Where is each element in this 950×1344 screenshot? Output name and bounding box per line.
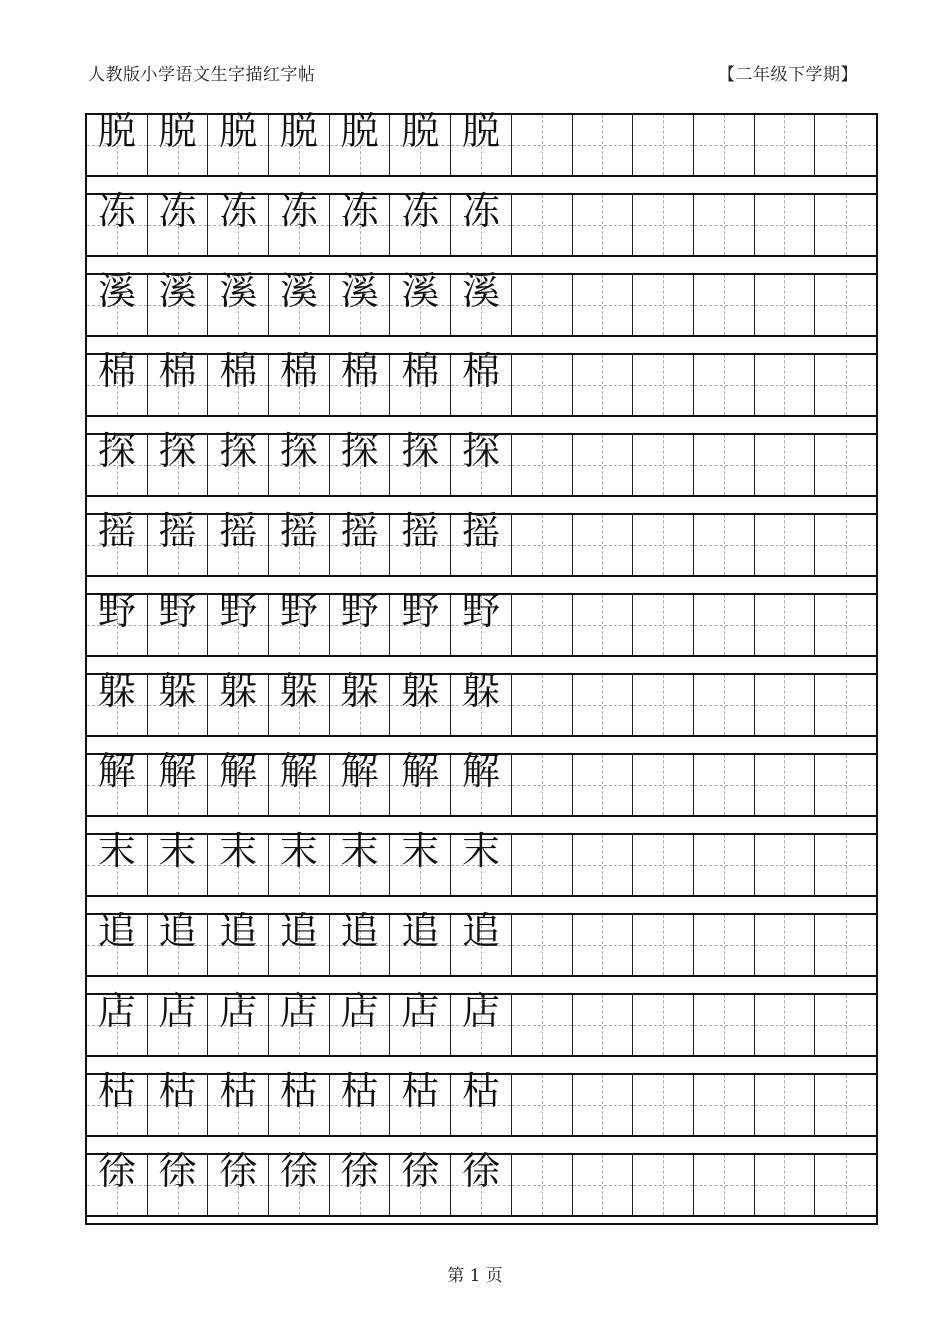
- blank-cell: [633, 355, 694, 415]
- blank-cell: [633, 755, 694, 815]
- trace-cell: [208, 989, 269, 1055]
- practice-row: [87, 509, 876, 577]
- blank-cell: [755, 195, 816, 255]
- blank-cell: [694, 275, 755, 335]
- practice-character: 追: [219, 909, 258, 953]
- practice-character: 追: [401, 909, 440, 953]
- blank-cell: [755, 915, 816, 975]
- trace-cell: [269, 509, 330, 575]
- practice-character: 解: [219, 749, 258, 793]
- practice-character: 摇: [97, 509, 136, 553]
- practice-character: 徐: [97, 1149, 136, 1193]
- blank-cell: [755, 1155, 816, 1215]
- blank-cell: [633, 915, 694, 975]
- practice-character: 探: [461, 429, 500, 473]
- practice-character: 溪: [461, 269, 500, 313]
- practice-character: 冻: [279, 189, 318, 233]
- practice-character: 脱: [340, 109, 379, 153]
- blank-cell: [573, 435, 634, 495]
- blank-cell: [815, 835, 876, 895]
- trace-cell: [269, 429, 330, 495]
- trace-cell: [87, 1069, 148, 1135]
- blank-cell: [573, 835, 634, 895]
- practice-character: 溪: [219, 269, 258, 313]
- blank-cell: [815, 595, 876, 655]
- practice-character: 脱: [97, 109, 136, 153]
- practice-character: 棉: [461, 349, 500, 393]
- blank-cell: [755, 435, 816, 495]
- trace-cell: [208, 1069, 269, 1135]
- blank-cell: [512, 755, 573, 815]
- trace-cell: [451, 1149, 512, 1215]
- practice-character: 躲: [219, 669, 258, 713]
- blank-cell: [512, 995, 573, 1055]
- blank-cell: [815, 755, 876, 815]
- practice-character: 末: [461, 829, 500, 873]
- practice-character: 店: [279, 989, 318, 1033]
- blank-cell: [573, 275, 634, 335]
- trace-cell: [269, 749, 330, 815]
- trace-cell: [148, 909, 209, 975]
- blank-cell: [512, 835, 573, 895]
- blank-cell: [694, 915, 755, 975]
- trace-cell: [87, 349, 148, 415]
- blank-cell: [694, 755, 755, 815]
- trace-cell: [269, 829, 330, 895]
- practice-character: 末: [219, 829, 258, 873]
- practice-character: 枯: [401, 1069, 440, 1113]
- practice-character: 冻: [158, 189, 197, 233]
- trace-cell: [330, 1069, 391, 1135]
- practice-character: 店: [340, 989, 379, 1033]
- practice-character: 躲: [461, 669, 500, 713]
- blank-cell: [633, 115, 694, 175]
- blank-cell: [694, 675, 755, 735]
- trace-cell: [269, 669, 330, 735]
- trace-cell: [269, 109, 330, 175]
- blank-cell: [573, 1075, 634, 1135]
- trace-cell: [451, 669, 512, 735]
- practice-character: 野: [219, 589, 258, 633]
- trace-cell: [451, 989, 512, 1055]
- practice-row: [87, 909, 876, 977]
- blank-cell: [573, 355, 634, 415]
- trace-cell: [390, 1069, 451, 1135]
- practice-character: 冻: [461, 189, 500, 233]
- practice-character: 躲: [97, 669, 136, 713]
- trace-cell: [148, 1069, 209, 1135]
- practice-character: 徐: [401, 1149, 440, 1193]
- trace-cell: [330, 989, 391, 1055]
- blank-cell: [633, 675, 694, 735]
- practice-row: [87, 189, 876, 257]
- trace-cell: [330, 349, 391, 415]
- blank-cell: [512, 1155, 573, 1215]
- blank-cell: [633, 195, 694, 255]
- practice-character: 摇: [461, 509, 500, 553]
- blank-cell: [755, 595, 816, 655]
- practice-character: 枯: [97, 1069, 136, 1113]
- trace-cell: [390, 669, 451, 735]
- trace-cell: [390, 429, 451, 495]
- blank-cell: [633, 1155, 694, 1215]
- practice-character: 探: [97, 429, 136, 473]
- trace-cell: [87, 589, 148, 655]
- practice-character: 摇: [158, 509, 197, 553]
- blank-cell: [573, 195, 634, 255]
- trace-cell: [208, 589, 269, 655]
- blank-cell: [512, 275, 573, 335]
- practice-character: 解: [97, 749, 136, 793]
- trace-cell: [330, 669, 391, 735]
- trace-cell: [208, 189, 269, 255]
- trace-cell: [269, 189, 330, 255]
- practice-character: 野: [461, 589, 500, 633]
- practice-character: 冻: [97, 189, 136, 233]
- blank-cell: [512, 595, 573, 655]
- trace-cell: [87, 189, 148, 255]
- practice-character: 追: [340, 909, 379, 953]
- trace-cell: [451, 829, 512, 895]
- practice-character: 枯: [279, 1069, 318, 1113]
- practice-character: 末: [401, 829, 440, 873]
- trace-cell: [390, 109, 451, 175]
- practice-character: 冻: [219, 189, 258, 233]
- trace-cell: [208, 109, 269, 175]
- practice-character: 末: [279, 829, 318, 873]
- practice-character: 店: [97, 989, 136, 1033]
- trace-cell: [87, 909, 148, 975]
- practice-character: 追: [97, 909, 136, 953]
- trace-cell: [269, 349, 330, 415]
- page-number: 第 1 页: [447, 1266, 503, 1286]
- practice-character: 野: [158, 589, 197, 633]
- trace-cell: [87, 749, 148, 815]
- practice-character: 末: [158, 829, 197, 873]
- trace-cell: [330, 509, 391, 575]
- blank-cell: [694, 355, 755, 415]
- practice-character: 躲: [340, 669, 379, 713]
- practice-character: 末: [340, 829, 379, 873]
- trace-cell: [390, 1149, 451, 1215]
- blank-cell: [512, 1075, 573, 1135]
- trace-cell: [330, 829, 391, 895]
- practice-character: 追: [158, 909, 197, 953]
- trace-cell: [208, 669, 269, 735]
- practice-character: 店: [401, 989, 440, 1033]
- blank-cell: [633, 595, 694, 655]
- trace-cell: [390, 989, 451, 1055]
- blank-cell: [573, 995, 634, 1055]
- practice-character: 枯: [158, 1069, 197, 1113]
- trace-cell: [208, 349, 269, 415]
- trace-cell: [208, 269, 269, 335]
- practice-character: 野: [340, 589, 379, 633]
- blank-cell: [755, 835, 816, 895]
- practice-row: [87, 269, 876, 337]
- practice-character: 躲: [401, 669, 440, 713]
- trace-cell: [148, 669, 209, 735]
- trace-cell: [208, 1149, 269, 1215]
- trace-cell: [390, 269, 451, 335]
- trace-cell: [208, 829, 269, 895]
- practice-character: 野: [279, 589, 318, 633]
- blank-cell: [573, 915, 634, 975]
- blank-cell: [633, 1075, 694, 1135]
- practice-character: 摇: [279, 509, 318, 553]
- blank-cell: [694, 115, 755, 175]
- trace-cell: [451, 909, 512, 975]
- trace-cell: [208, 509, 269, 575]
- blank-cell: [633, 435, 694, 495]
- trace-cell: [87, 109, 148, 175]
- trace-cell: [148, 989, 209, 1055]
- trace-cell: [390, 749, 451, 815]
- blank-cell: [512, 675, 573, 735]
- trace-cell: [148, 269, 209, 335]
- practice-character: 棉: [97, 349, 136, 393]
- practice-character: 溪: [340, 269, 379, 313]
- practice-character: 徐: [158, 1149, 197, 1193]
- practice-character: 摇: [219, 509, 258, 553]
- trace-cell: [148, 509, 209, 575]
- trace-cell: [330, 269, 391, 335]
- blank-cell: [815, 115, 876, 175]
- blank-cell: [755, 515, 816, 575]
- practice-character: 店: [219, 989, 258, 1033]
- trace-cell: [148, 829, 209, 895]
- practice-character: 溪: [401, 269, 440, 313]
- trace-cell: [390, 349, 451, 415]
- practice-character: 末: [97, 829, 136, 873]
- practice-character: 探: [219, 429, 258, 473]
- trace-cell: [390, 589, 451, 655]
- practice-character: 野: [401, 589, 440, 633]
- practice-character: 溪: [97, 269, 136, 313]
- blank-cell: [815, 275, 876, 335]
- trace-cell: [87, 829, 148, 895]
- trace-cell: [269, 589, 330, 655]
- trace-cell: [390, 509, 451, 575]
- practice-character: 溪: [158, 269, 197, 313]
- blank-cell: [633, 835, 694, 895]
- trace-cell: [148, 589, 209, 655]
- trace-cell: [330, 1149, 391, 1215]
- trace-cell: [269, 1069, 330, 1135]
- blank-cell: [633, 995, 694, 1055]
- blank-cell: [512, 435, 573, 495]
- practice-character: 野: [97, 589, 136, 633]
- blank-cell: [755, 995, 816, 1055]
- trace-cell: [330, 589, 391, 655]
- trace-cell: [87, 1149, 148, 1215]
- blank-cell: [573, 1155, 634, 1215]
- blank-cell: [633, 275, 694, 335]
- practice-row: [87, 589, 876, 657]
- trace-cell: [390, 909, 451, 975]
- trace-cell: [208, 749, 269, 815]
- trace-cell: [451, 349, 512, 415]
- practice-character: 脱: [401, 109, 440, 153]
- practice-character: 溪: [279, 269, 318, 313]
- blank-cell: [815, 1155, 876, 1215]
- blank-cell: [815, 995, 876, 1055]
- practice-character: 探: [279, 429, 318, 473]
- practice-row: [87, 669, 876, 737]
- practice-character: 棉: [401, 349, 440, 393]
- trace-cell: [87, 509, 148, 575]
- blank-cell: [755, 275, 816, 335]
- trace-cell: [451, 269, 512, 335]
- blank-cell: [573, 595, 634, 655]
- trace-cell: [269, 269, 330, 335]
- blank-cell: [694, 195, 755, 255]
- blank-cell: [815, 195, 876, 255]
- trace-cell: [87, 269, 148, 335]
- trace-cell: [451, 109, 512, 175]
- practice-character: 探: [158, 429, 197, 473]
- blank-cell: [694, 435, 755, 495]
- practice-character: 解: [401, 749, 440, 793]
- grade-label: 【二年级下学期】: [718, 65, 858, 85]
- blank-cell: [694, 515, 755, 575]
- trace-cell: [148, 749, 209, 815]
- blank-cell: [755, 675, 816, 735]
- trace-cell: [330, 429, 391, 495]
- trace-cell: [269, 989, 330, 1055]
- blank-cell: [815, 915, 876, 975]
- practice-row: [87, 1069, 876, 1137]
- practice-row: [87, 749, 876, 817]
- practice-character: 棉: [219, 349, 258, 393]
- blank-cell: [573, 515, 634, 575]
- trace-cell: [87, 669, 148, 735]
- blank-cell: [815, 515, 876, 575]
- practice-row: [87, 109, 876, 177]
- practice-grid: [85, 109, 878, 1225]
- trace-cell: [451, 189, 512, 255]
- trace-cell: [330, 109, 391, 175]
- trace-cell: [451, 749, 512, 815]
- trace-cell: [451, 429, 512, 495]
- practice-character: 棉: [340, 349, 379, 393]
- trace-cell: [148, 349, 209, 415]
- practice-character: 躲: [158, 669, 197, 713]
- practice-character: 脱: [158, 109, 197, 153]
- blank-cell: [755, 115, 816, 175]
- trace-cell: [451, 1069, 512, 1135]
- practice-character: 躲: [279, 669, 318, 713]
- practice-character: 棉: [158, 349, 197, 393]
- trace-cell: [148, 429, 209, 495]
- blank-cell: [512, 355, 573, 415]
- practice-row: [87, 429, 876, 497]
- trace-cell: [330, 909, 391, 975]
- practice-character: 探: [340, 429, 379, 473]
- trace-cell: [269, 909, 330, 975]
- trace-cell: [451, 589, 512, 655]
- blank-cell: [512, 915, 573, 975]
- blank-cell: [573, 675, 634, 735]
- blank-cell: [815, 1075, 876, 1135]
- blank-cell: [815, 435, 876, 495]
- practice-character: 摇: [401, 509, 440, 553]
- blank-cell: [694, 595, 755, 655]
- practice-row: [87, 829, 876, 897]
- trace-cell: [148, 189, 209, 255]
- practice-character: 徐: [219, 1149, 258, 1193]
- practice-row: [87, 349, 876, 417]
- trace-cell: [87, 989, 148, 1055]
- blank-cell: [633, 515, 694, 575]
- practice-character: 冻: [340, 189, 379, 233]
- practice-character: 徐: [340, 1149, 379, 1193]
- trace-cell: [148, 109, 209, 175]
- blank-cell: [694, 995, 755, 1055]
- practice-character: 枯: [340, 1069, 379, 1113]
- practice-character: 枯: [461, 1069, 500, 1113]
- practice-character: 店: [158, 989, 197, 1033]
- blank-cell: [573, 115, 634, 175]
- practice-character: 追: [279, 909, 318, 953]
- worksheet-title: 人教版小学语文生字描红字帖: [88, 65, 316, 85]
- practice-character: 解: [461, 749, 500, 793]
- practice-character: 枯: [219, 1069, 258, 1113]
- blank-cell: [573, 755, 634, 815]
- blank-cell: [694, 1075, 755, 1135]
- practice-character: 解: [279, 749, 318, 793]
- trace-cell: [390, 189, 451, 255]
- practice-character: 追: [461, 909, 500, 953]
- blank-cell: [512, 195, 573, 255]
- blank-cell: [755, 355, 816, 415]
- blank-cell: [755, 755, 816, 815]
- trace-cell: [208, 909, 269, 975]
- practice-character: 徐: [279, 1149, 318, 1193]
- practice-character: 徐: [461, 1149, 500, 1193]
- trace-cell: [87, 429, 148, 495]
- trace-cell: [208, 429, 269, 495]
- trace-cell: [330, 189, 391, 255]
- blank-cell: [512, 515, 573, 575]
- trace-cell: [148, 1149, 209, 1215]
- trace-cell: [390, 829, 451, 895]
- blank-cell: [815, 675, 876, 735]
- practice-character: 摇: [340, 509, 379, 553]
- trace-cell: [330, 749, 391, 815]
- practice-row: [87, 1149, 876, 1217]
- blank-cell: [694, 1155, 755, 1215]
- practice-character: 解: [158, 749, 197, 793]
- blank-cell: [815, 355, 876, 415]
- blank-cell: [755, 1075, 816, 1135]
- practice-character: 脱: [219, 109, 258, 153]
- blank-cell: [512, 115, 573, 175]
- blank-cell: [694, 835, 755, 895]
- trace-cell: [451, 509, 512, 575]
- practice-character: 脱: [461, 109, 500, 153]
- practice-character: 解: [340, 749, 379, 793]
- practice-character: 冻: [401, 189, 440, 233]
- practice-row: [87, 989, 876, 1057]
- practice-character: 探: [401, 429, 440, 473]
- trace-cell: [269, 1149, 330, 1215]
- practice-character: 店: [461, 989, 500, 1033]
- practice-character: 棉: [279, 349, 318, 393]
- practice-character: 脱: [279, 109, 318, 153]
